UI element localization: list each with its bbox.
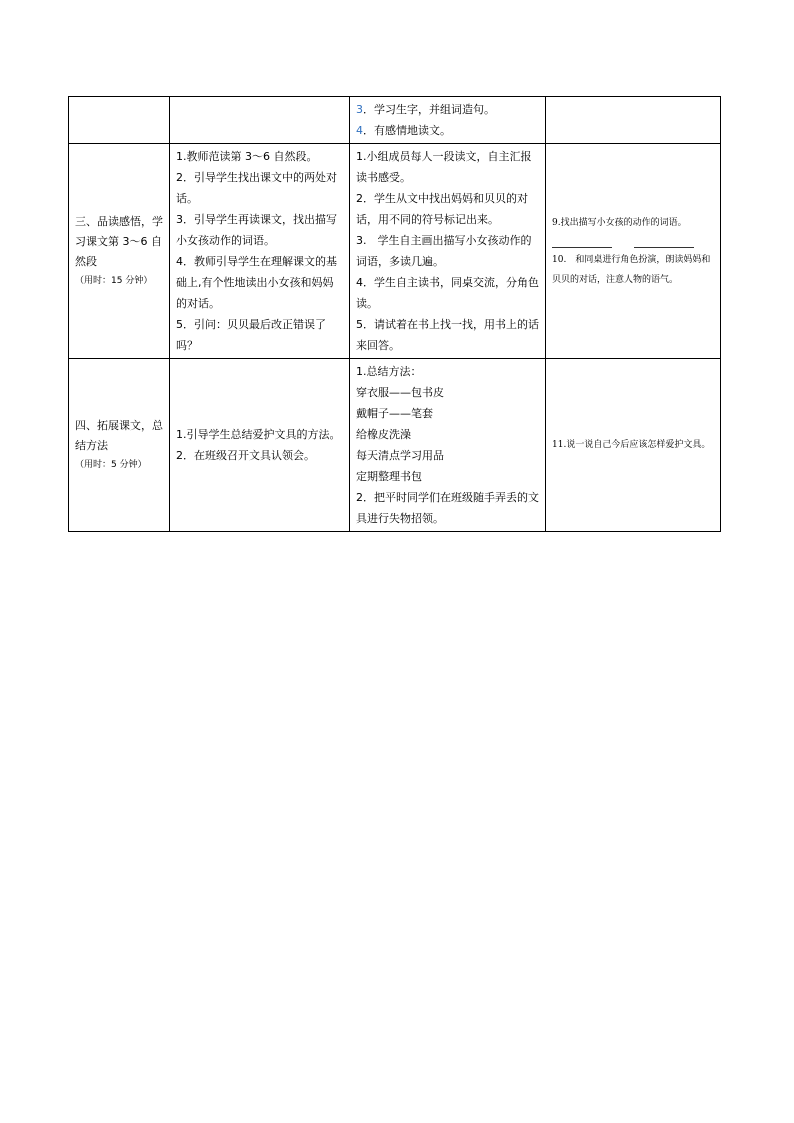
teacher-step: 2．引导学生找出课文中的两处对话。 <box>176 171 337 205</box>
table-row <box>69 97 721 144</box>
student-step: 3. 学生自主画出描写小女孩动作的词语，多读几遍。 <box>356 234 532 268</box>
student-step: 3．学习生字，并组词造句。 <box>356 103 495 116</box>
teacher-activity-cell <box>170 359 350 532</box>
student-step: 1.小组成员每人一段读文，自主汇报读书感受。 <box>356 150 532 184</box>
stage-cell <box>69 144 170 359</box>
table-row <box>69 359 721 532</box>
exercise-item: 9.找出描写小女孩的动作的词语。 <box>552 217 687 228</box>
teacher-activity-cell <box>170 144 350 359</box>
exercise-cell <box>546 97 721 144</box>
student-step: 4．学生自主读书，同桌交流，分角色读。 <box>356 276 539 310</box>
teacher-activity-cell <box>170 97 350 144</box>
student-step: 2．学生从文中找出妈妈和贝贝的对话，用不同的符号标记出来。 <box>356 192 528 226</box>
stage-time: （用时：5 分钟） <box>75 460 147 470</box>
teacher-step: 2．在班级召开文具认领会。 <box>176 449 315 462</box>
answer-blank[interactable] <box>634 237 694 248</box>
exercise-item: 10. 和同桌进行角色扮演，朗读妈妈和贝贝的对话，注意人物的语气。 <box>552 254 711 285</box>
stage-cell <box>69 97 170 144</box>
student-activity-cell <box>350 97 546 144</box>
stage-title: 四、拓展课文，总结方法 <box>75 419 163 452</box>
teacher-step: 3．引导学生再读课文，找出描写小女孩动作的词语。 <box>176 213 337 247</box>
lesson-plan-table <box>68 96 721 532</box>
student-step: 给橡皮洗澡 <box>356 428 411 441</box>
student-step: 戴帽子——笔套 <box>356 407 433 420</box>
exercise-cell <box>546 359 721 532</box>
student-step: 4．有感情地读文。 <box>356 124 451 137</box>
student-step: 2．把平时同学们在班级随手弄丢的文具进行失物招领。 <box>356 491 539 525</box>
teacher-step: 4．教师引导学生在理解课文的基础上,有个性地读出小女孩和妈妈的对话。 <box>176 255 337 310</box>
answer-blank[interactable] <box>552 237 612 248</box>
exercise-cell <box>546 144 721 359</box>
stage-cell <box>69 359 170 532</box>
teacher-step: 1.引导学生总结爱护文具的方法。 <box>176 428 341 441</box>
student-activity-cell <box>350 359 546 532</box>
student-step: 定期整理书包 <box>356 470 422 483</box>
answer-blanks <box>552 237 714 248</box>
student-step: 穿衣服——包书皮 <box>356 386 444 399</box>
table-row <box>69 144 721 359</box>
student-step: 每天清点学习用品 <box>356 449 444 462</box>
teacher-step: 5．引问：贝贝最后改正错误了吗？ <box>176 318 326 352</box>
student-step: 5．请试着在书上找一找，用书上的话来回答。 <box>356 318 539 352</box>
student-activity-cell <box>350 144 546 359</box>
stage-title: 三、品读感悟，学习课文第 3～6 自然段 <box>75 215 163 268</box>
student-step: 1.总结方法： <box>356 365 422 378</box>
teacher-step: 1.教师范读第 3～6 自然段。 <box>176 150 318 163</box>
stage-time: （用时：15 分钟） <box>75 276 153 286</box>
exercise-item: 11.说一说自己今后应该怎样爱护文具。 <box>552 440 711 450</box>
